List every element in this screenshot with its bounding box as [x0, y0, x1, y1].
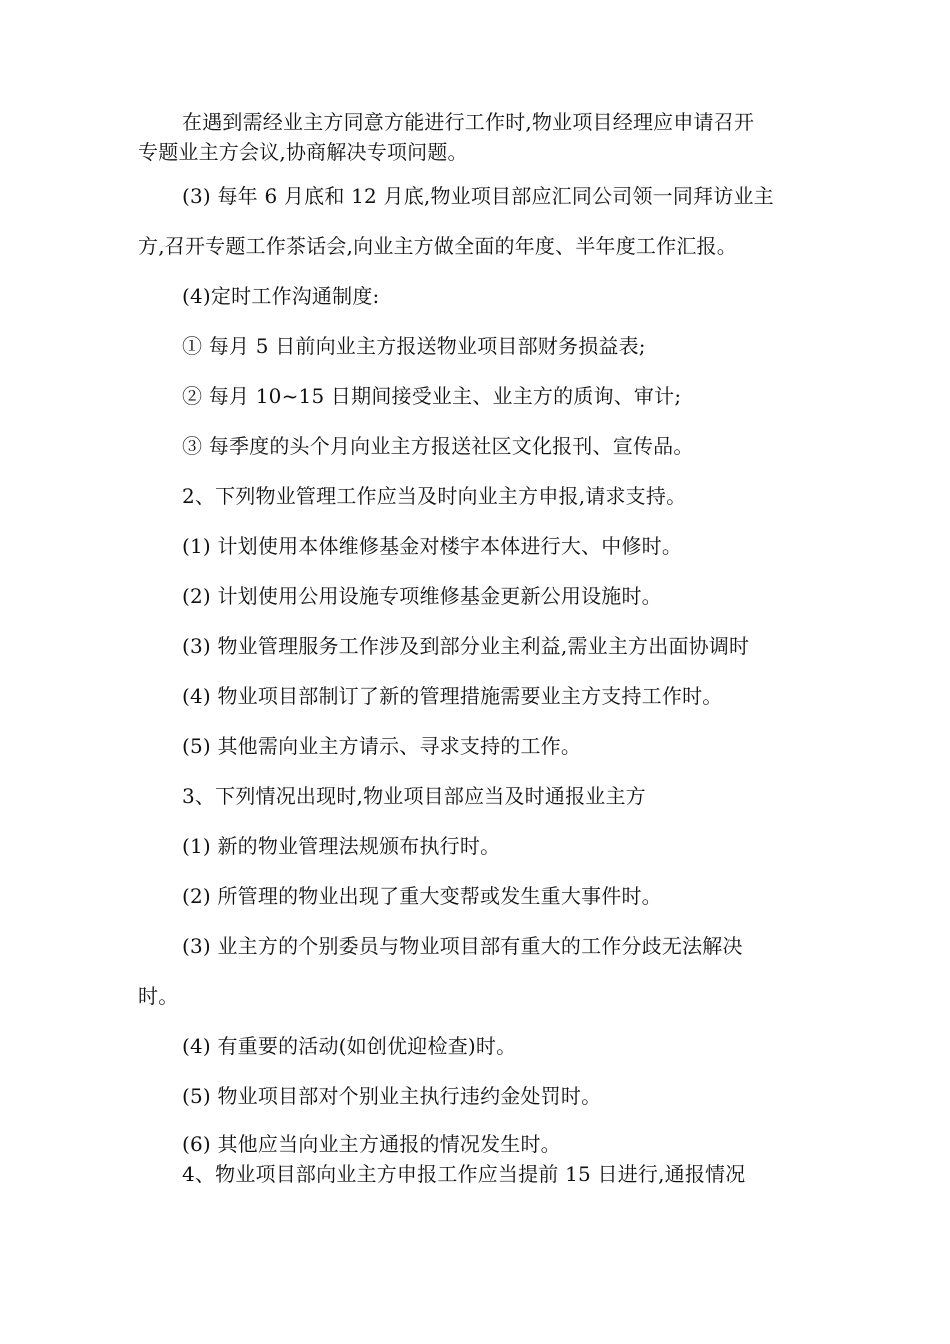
text-line: 专题业主方会议,协商解决专项问题。 [138, 140, 468, 164]
list-item: (2) 所管理的物业出现了重大变帮或发生重大事件时。 [182, 884, 662, 908]
text-line: (3) 每年 6 月底和 12 月底,物业项目部应汇同公司领一同拜访业主 [182, 184, 774, 208]
section-heading: 2、下列物业管理工作应当及时向业主方申报,请求支持。 [182, 484, 687, 508]
text-line: 在遇到需经业主方同意方能进行工作时,物业项目经理应申请召开 [182, 110, 755, 134]
text-line: (4)定时工作沟通制度: [182, 284, 380, 308]
list-item: (1) 新的物业管理法规颁布执行时。 [182, 834, 501, 858]
list-item: (3) 业主方的个别委员与物业项目部有重大的工作分歧无法解决 [182, 934, 743, 958]
list-item: ③ 每季度的头个月向业主方报送社区文化报刊、宣传品。 [182, 434, 694, 458]
list-item: ② 每月 10~15 日期间接受业主、业主方的质询、审计; [182, 384, 682, 408]
list-item: (2) 计划使用公用设施专项维修基金更新公用设施时。 [182, 584, 662, 608]
list-item: ① 每月 5 日前向业主方报送物业项目部财务损益表; [182, 334, 646, 358]
list-item: (6) 其他应当向业主方通报的情况发生时。 [182, 1132, 561, 1156]
section-heading: 4、物业项目部向业主方申报工作应当提前 15 日进行,通报情况 [182, 1162, 746, 1186]
text-line: 时。 [138, 984, 179, 1008]
list-item: (1) 计划使用本体维修基金对楼宇本体进行大、中修时。 [182, 534, 683, 558]
list-item: (5) 物业项目部对个别业主执行违约金处罚时。 [182, 1084, 602, 1108]
list-item: (4) 有重要的活动(如创优迎检查)时。 [182, 1034, 517, 1058]
text-line: 方,召开专题工作茶话会,向业主方做全面的年度、半年度工作汇报。 [138, 234, 737, 258]
list-item: (5) 其他需向业主方请示、寻求支持的工作。 [182, 734, 582, 758]
list-item: (4) 物业项目部制订了新的管理措施需要业主方支持工作时。 [182, 684, 723, 708]
section-heading: 3、下列情况出现时,物业项目部应当及时通报业主方 [182, 784, 646, 808]
list-item: (3) 物业管理服务工作涉及到部分业主利益,需业主方出面协调时 [182, 634, 750, 658]
